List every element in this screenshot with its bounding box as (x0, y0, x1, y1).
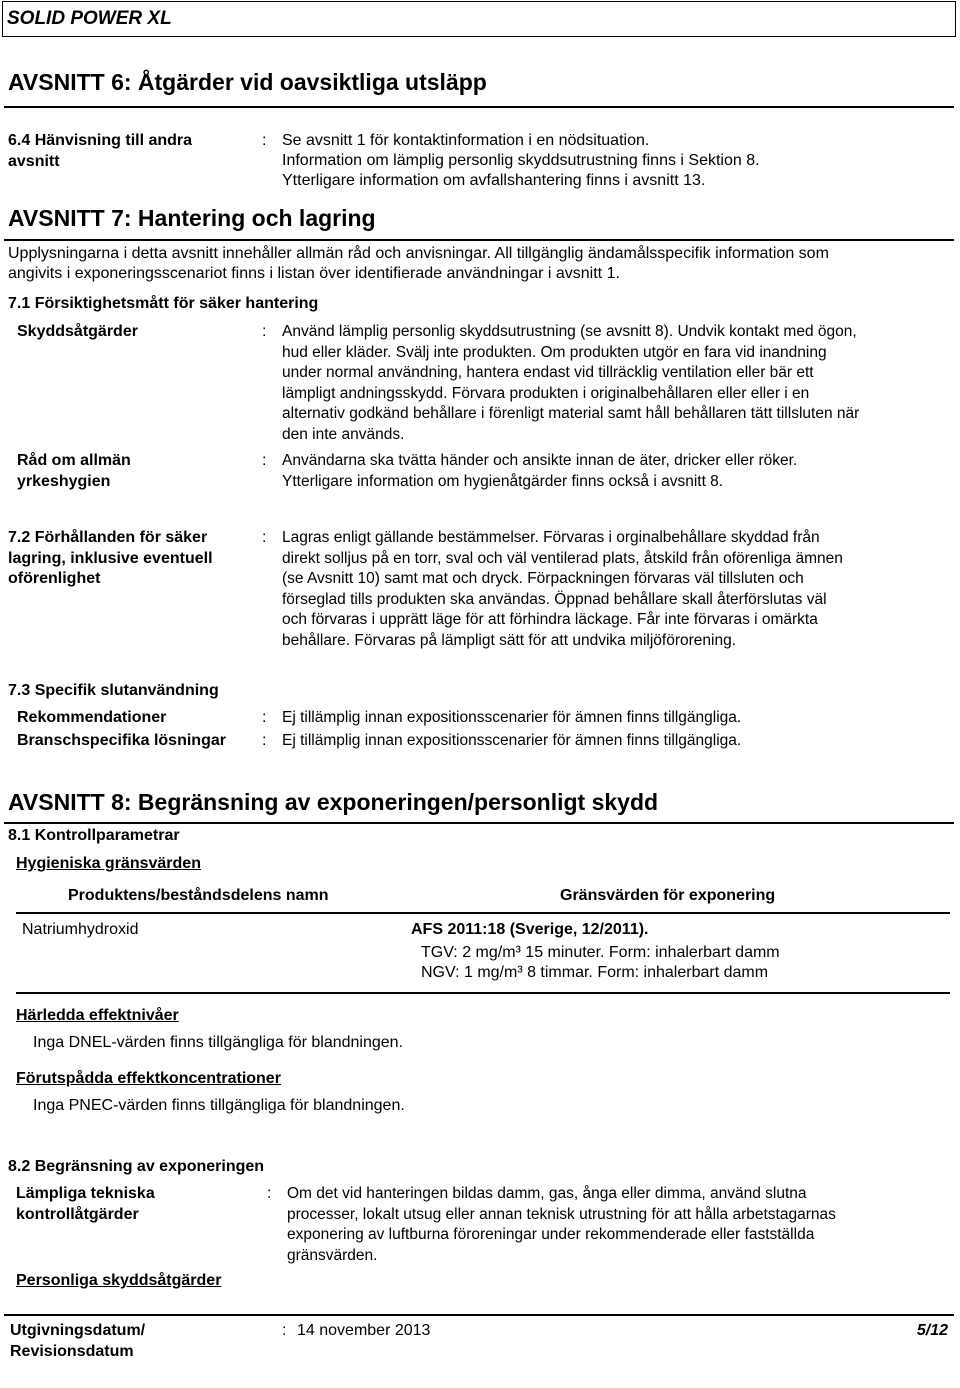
dnel-text: Inga DNEL-värden finns tillgängliga för blandningen. (33, 1034, 404, 1051)
protect-label: Skyddsåtgärder (17, 323, 138, 340)
text-line: direkt solljus på en torr, sval och väl ventilerad plats, åtskild från oförenliga ämnen (282, 549, 843, 567)
colon: : (267, 1185, 272, 1202)
text-line: under normal användning, hantera endast vid tillräcklig ventilation eller bär ett (282, 364, 814, 382)
section-6-title: AVSNITT 6: Åtgärder vid oavsiktliga utsläpp (8, 69, 487, 95)
branch-label: Branschspecifika lösningar (17, 732, 226, 749)
section-7-intro-line1: Upplysningarna i detta avsnitt innehåller allmän råd och anvisningar. All tillgänglig ändamålsspecifik information som (8, 245, 829, 262)
footer-rule (4, 1314, 954, 1316)
ref-label-line1: 6.4 Hänvisning till andra (8, 132, 193, 149)
text-line: och förvaras i upprätt läge för att förhindra läckage. Får inte förvaras i omärkta (282, 611, 818, 629)
ref-text-line3: Ytterligare information om avfallshantering finns i avsnitt 13. (282, 172, 706, 189)
subsection-8-2-title: 8.2 Begränsning av exponeringen (8, 1158, 265, 1175)
tech-label-line2: kontrollåtgärder (16, 1206, 139, 1223)
ref-text-line2: Information om lämplig personlig skyddsutrustning finns i Sektion 8. (282, 152, 760, 169)
table-cell-limit-title: AFS 2011:18 (Sverige, 12/2011). (411, 921, 649, 938)
table-header-name: Produktens/beståndsdelens namn (68, 887, 329, 904)
section-7-rule (4, 239, 954, 241)
subsection-8-1-title: 8.1 Kontrollparametrar (8, 827, 180, 844)
pnec-text: Inga PNEC-värden finns tillgängliga för blandningen. (33, 1097, 405, 1114)
colon: : (262, 132, 267, 149)
text-line: 7.2 Förhållanden för säker (8, 529, 208, 546)
text-line: förseglad tills produkten ska användas. Öppnad behållare skall återförslutas väl (282, 590, 827, 608)
table-bottom-rule (16, 992, 950, 994)
text-line: (se Avsnitt 10) samt mat och dryck. Förpackningen förvaras väl tillsluten och (282, 570, 804, 588)
section-7-intro-line2: angivits i exponeringsscenariot finns i listan över identifierade användningar i avsnitt 1. (8, 265, 620, 282)
subsection-7-3-title: 7.3 Specifik slutanvändning (8, 682, 219, 699)
protect-text (282, 322, 957, 446)
pnec-heading: Förutspådda effektkoncentrationer (16, 1070, 281, 1087)
text-line: behållare. Förvaras på lämpligt sätt för att undvika miljöförorening. (282, 631, 737, 649)
text-line: den inte används. (282, 425, 405, 443)
ppe-heading: Personliga skyddsåtgärder (16, 1272, 222, 1289)
page-number: 5/12 (916, 1322, 948, 1339)
text-line: processer, lokalt utsug eller annan teknisk utrustning för att hålla arbetstagarnas (287, 1205, 836, 1223)
tech-label-line1: Lämpliga tekniska (16, 1185, 155, 1202)
text-line: exponering av luftburna föroreningar under rekommenderade eller fastställda (287, 1226, 815, 1244)
ref-label-line2: avsnitt (8, 153, 60, 170)
product-name: SOLID POWER XL (7, 8, 172, 29)
table-header-rule (16, 912, 950, 914)
table-cell-name: Natriumhydroxid (22, 921, 139, 938)
footer-date-label-line1: Utgivningsdatum/ (10, 1322, 146, 1339)
colon: : (262, 529, 267, 546)
table-header-limits: Gränsvärden för exponering (560, 887, 776, 904)
text-line: Användarna ska tvätta händer och ansikte innan de äter, dricker eller röker. (282, 452, 798, 469)
colon: : (262, 452, 267, 469)
text-line: hud eller kläder. Svälj inte produkten. Om produkten utgör en fara vid inandning (282, 343, 827, 361)
footer-date-value: 14 november 2013 (297, 1322, 431, 1339)
dnel-heading: Härledda effektnivåer (16, 1007, 179, 1024)
hygiene-text (282, 451, 957, 492)
colon: : (262, 732, 267, 749)
colon: : (262, 323, 267, 340)
text-line: gränsvärden. (287, 1246, 378, 1264)
section-6-rule (4, 106, 954, 108)
text-line: Om det vid hanteringen bildas damm, gas, ånga eller dimma, använd slutna (287, 1185, 807, 1202)
hygiene-label-line1: Råd om allmän (17, 452, 131, 469)
table-cell-limit-line1: TGV: 2 mg/m³ 15 minuter. Form: inhalerbart damm (421, 944, 780, 961)
text-line: Ytterligare information om hygienåtgärder finns också i avsnitt 8. (282, 472, 724, 490)
section-8-rule (4, 822, 954, 824)
section-7-title: AVSNITT 7: Hantering och lagring (8, 205, 376, 231)
text-line: Använd lämplig personlig skyddsutrustning (se avsnitt 8). Undvik kontakt med ögon, (282, 323, 857, 340)
colon: : (282, 1322, 287, 1339)
footer-date-label-line2: Revisionsdatum (10, 1343, 134, 1360)
storage-text (282, 528, 957, 652)
text-line: lämpligt andningsskydd. Förvara produkten i originalbehållaren eller eller i en (282, 384, 810, 402)
text-line: lagring, inklusive eventuell (8, 549, 213, 567)
subsection-7-1-title: 7.1 Försiktighetsmått för säker hantering (8, 295, 319, 312)
text-line: alternativ godkänd behållare i förenligt material samt håll behållaren tätt tillsluten när (282, 405, 860, 423)
hygiene-label-line2: yrkeshygien (17, 473, 111, 490)
ref-text-line1: Se avsnitt 1 för kontaktinformation i en nödsituation. (282, 132, 650, 149)
rec-label: Rekommendationer (17, 709, 167, 726)
hyg-limits-heading: Hygieniska gränsvärden (16, 855, 201, 872)
tech-text (287, 1184, 947, 1266)
colon: : (262, 709, 267, 726)
section-8-title: AVSNITT 8: Begränsning av exponeringen/personligt skydd (8, 789, 659, 815)
rec-text: Ej tillämplig innan expositionsscenarier för ämnen finns tillgängliga. (282, 709, 742, 726)
text-line: Lagras enligt gällande bestämmelser. Förvaras i orginalbehållare skyddad från (282, 529, 820, 546)
table-cell-limit-line2: NGV: 1 mg/m³ 8 timmar. Form: inhalerbart damm (421, 964, 769, 981)
text-line: oförenlighet (8, 570, 101, 588)
branch-text: Ej tillämplig innan expositionsscenarier för ämnen finns tillgängliga. (282, 732, 742, 749)
subsection-7-2-label (8, 528, 213, 590)
